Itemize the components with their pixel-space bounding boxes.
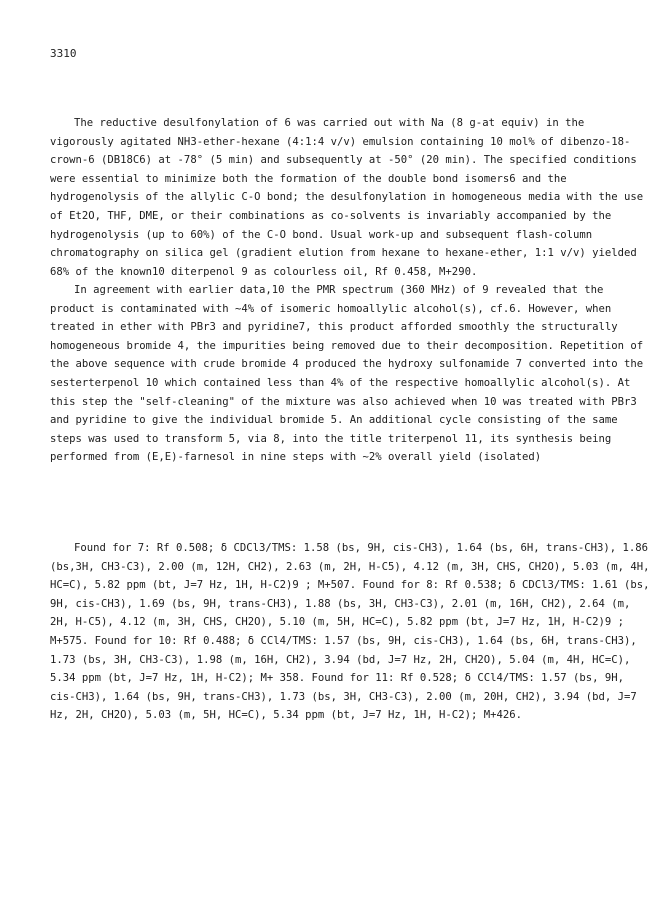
paragraph-pmr-results (50, 281, 650, 467)
paragraph-desulfonylation (50, 114, 650, 281)
paragraph-text: The reductive desulfonylation of 6 was carried out with Na (8 g-at equiv) in the vigorously agitated NH3-ether-hexane (4:1:4 v/v) emulsion containing 10 mol% of dibenzo-18-crown-6 (DB18C6) at -78° (5 min) and subsequently at -50° (20 min). The specified conditions were essential to minimize both the formation of the double bond isomers6 and the hydrogenolysis of the allylic C-O bond; the desulfonylation in homogeneous media with the use of Et2O, THF, DME, or their combinations as co-solvents is invariably accompanied by the hydrogenolysis (up to 60%) of the C-O bond. Usual work-up and subsequent flash-column chromatography on silica gel (gradient elution from hexane to hexane-ether, 1:1 v/v) yielded 68% of the known10 diterpenol 9 as colourless oil, Rf 0.458, M+290. (50, 117, 644, 278)
paragraph-spectral-data (50, 539, 650, 725)
paragraph-text: Found for 7: Rf 0.508; δ CDCl3/TMS: 1.58 (bs, 9H, cis-CH3), 1.64 (bs, 6H, trans-CH3), 1.86 (bs,3H, CH3-C3), 2.00 (m, 12H, CH2), 2.63 (m, 2H, H-C5), 4.12 (m, 3H, CHS, CH2O), 5.03 (m, 4H, HC=C), 5.82 ppm (bt, J=7 Hz, 1H, H-C2)9 ; M+507. Found for 8: Rf 0.538; δ CDCl3/TMS: 1.61 (bs, 9H, cis-CH3), 1.69 (bs, 9H, trans-CH3), 1.88 (bs, 3H, CH3-C3), 2.01 (m, 16H, CH2), 2.64 (m, 2H, H-C5), 4.12 (m, 3H, CHS, CH2O), 5.10 (m, 5H, HC=C), 5.82 ppm (bt, J=7 Hz, 1H, H-C2)9 ; M+575. Found for 10: Rf 0.488; δ CCl4/TMS: 1.57 (bs, 9H, cis-CH3), 1.64 (bs, 6H, trans-CH3), 1.73 (bs, 3H, CH3-C3), 1.98 (m, 16H, CH2), 3.94 (bd, J=7 Hz, 2H, CH2O), 5.04 (m, 4H, HC=C), 5.34 ppm (bt, J=7 Hz, 1H, H-C2); M+ 358. Found for 11: Rf 0.528; δ CCl4/TMS: 1.57 (bs, 9H, cis-CH3), 1.64 (bs, 9H, trans-CH3), 1.73 (bs, 3H, CH3-C3), 2.00 (m, 20H, CH2), 3.94 (bd, J=7 Hz, 2H, CH2O), 5.03 (m, 5H, HC=C), 5.34 ppm (bt, J=7 Hz, 1H, H-C2); M+426. (50, 542, 650, 722)
page-number: 3310 (50, 47, 77, 60)
paragraph-text: In agreement with earlier data,10 the PMR spectrum (360 MHz) of 9 revealed that the product is contaminated with ~4% of isomeric homoallylic alcohol(s), cf.6. However, when treated in ether with PBr3 and pyridine7, this product afforded smoothly the structurally homogeneous bromide 4, the impurities being removed due to their decomposition. Repetition of the above sequence with crude bromide 4 produced the hydroxy sulfonamide 7 converted into the sesterterpenol 10 which contained less than 4% of the respective homoallylic alcohol(s). At this step the "self-cleaning" of the mixture was also achieved when 10 was treated with PBr3 and pyridine to give the individual bromide 5. An additional cycle consisting of the same steps was used to transform 5, via 8, into the title triterpenol 11, its synthesis being performed from (E,E)-farnesol in nine steps with ~2% overall yield (isolated) (50, 284, 644, 464)
